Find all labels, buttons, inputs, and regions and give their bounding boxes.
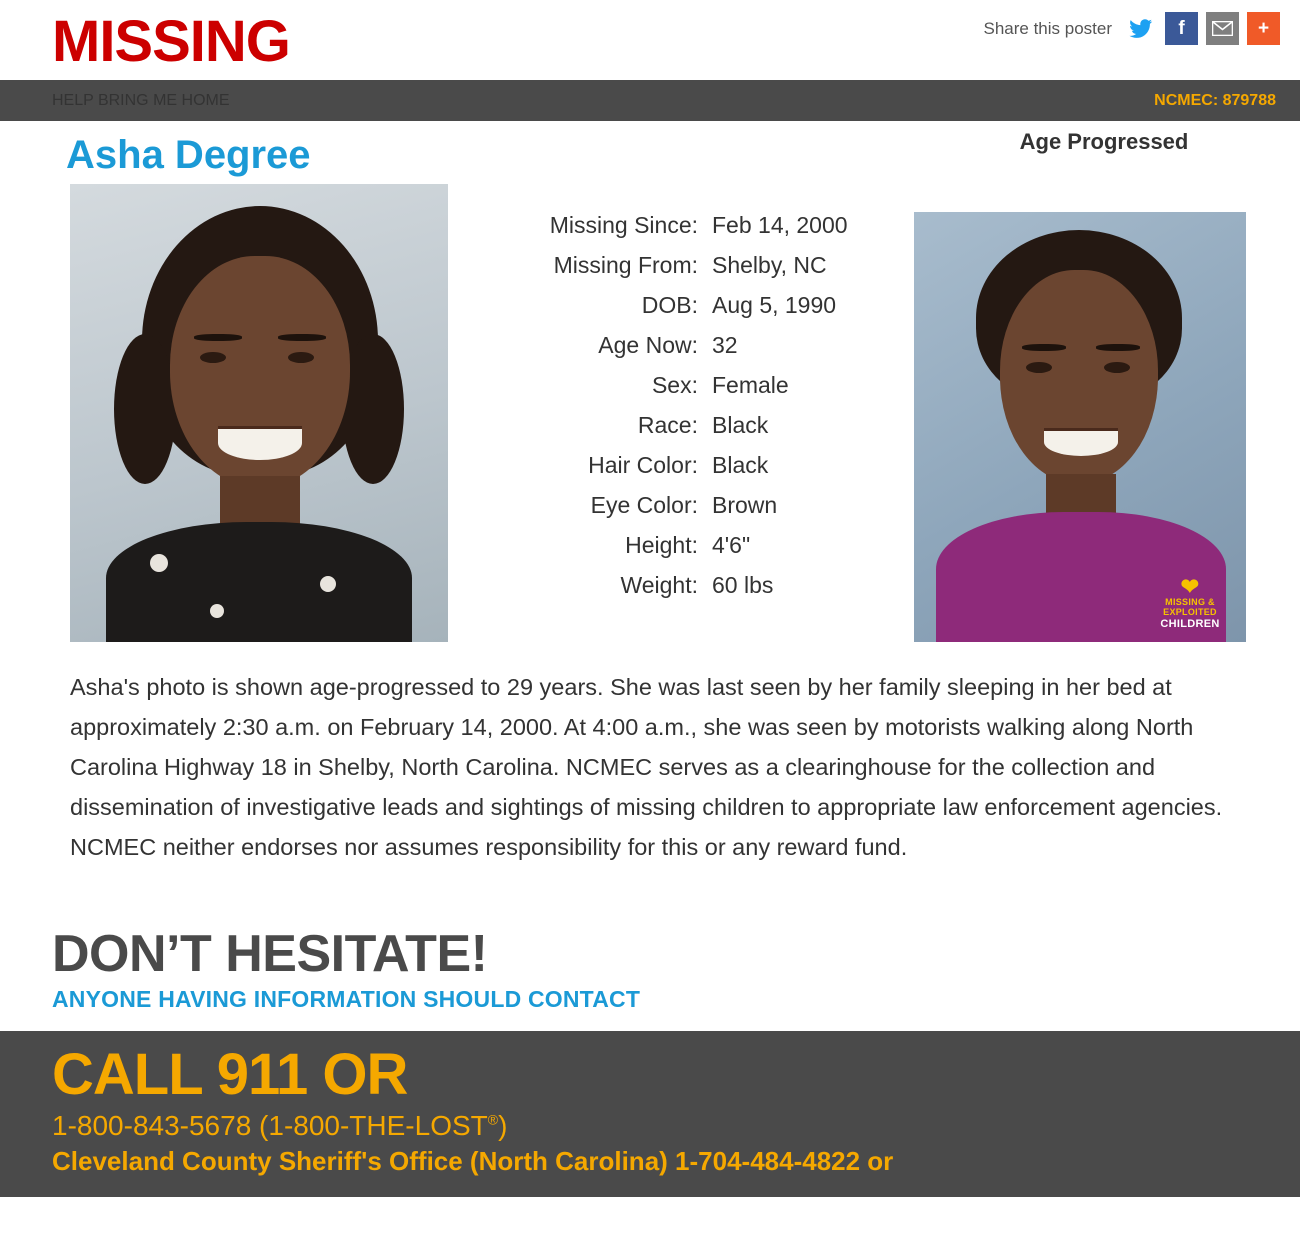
detail-value: 60 lbs — [712, 572, 774, 599]
detail-row — [494, 210, 848, 241]
ncmec-logo — [1144, 576, 1236, 630]
detail-label: Eye Color: — [590, 492, 698, 519]
detail-label: Race: — [637, 412, 698, 439]
detail-value: Aug 5, 1990 — [712, 292, 837, 319]
detail-row — [494, 570, 848, 601]
missing-headline: MISSING — [52, 9, 290, 74]
age-progressed-photo — [914, 212, 1246, 642]
detail-row — [494, 370, 848, 401]
detail-label: Age Now: — [598, 332, 698, 359]
detail-row — [494, 450, 848, 481]
detail-value: Black — [712, 452, 769, 479]
contact-footer — [0, 1031, 1300, 1197]
share-bar — [983, 12, 1280, 45]
detail-label: Weight: — [620, 572, 698, 599]
dont-hesitate-headline: DON’T HESITATE! — [52, 924, 488, 983]
more-share-icon[interactable]: + — [1247, 12, 1280, 45]
age-progressed-label: Age Progressed — [1019, 129, 1189, 154]
ncmec-logo-line2: EXPLOITED — [1163, 607, 1217, 618]
twitter-share-icon[interactable] — [1124, 12, 1157, 45]
detail-row — [494, 250, 848, 281]
child-photo — [70, 184, 448, 642]
detail-label: Height: — [625, 532, 698, 559]
case-narrative: Asha's photo is shown age-progressed to 29 years. She was last seen by her family sleeping in her bed at approximately 2:30 a.m. on February 14, 2000. At 4:00 a.m., she was seen by motorists walking along North Carolina Highway 18 in Shelby, North Carolina. NCMEC serves as a clearinghouse for the collection and dissemination of investigative leads and sightings of missing children to appropriate law enforcement agencies. NCMEC neither endorses nor assumes responsibility for this or any reward fund. — [70, 674, 1223, 860]
photo-and-details-row — [52, 184, 1276, 642]
email-share-icon[interactable] — [1206, 12, 1239, 45]
share-label: Share this poster — [983, 18, 1112, 38]
detail-row — [494, 490, 848, 521]
detail-row — [494, 290, 848, 321]
detail-value: 4'6" — [712, 532, 751, 559]
heart-icon: ❤ — [1180, 574, 1200, 600]
detail-value: Female — [712, 372, 789, 399]
detail-row — [494, 330, 848, 361]
detail-label: Missing Since: — [549, 212, 698, 238]
poster-header — [0, 0, 1300, 80]
detail-value: Feb 14, 2000 — [712, 212, 848, 238]
hotline-close-paren: ) — [498, 1109, 508, 1141]
call-911-text: CALL 911 OR — [52, 1041, 408, 1107]
detail-label: Hair Color: — [588, 452, 698, 479]
registered-mark: ® — [487, 1111, 499, 1128]
help-bring-bar — [0, 80, 1300, 121]
detail-value: Black — [712, 412, 769, 439]
ncmec-case-number: NCMEC: 879788 — [1154, 91, 1276, 109]
facebook-share-icon[interactable]: f — [1165, 12, 1198, 45]
ncmec-logo-line1: MISSING & — [1165, 597, 1215, 608]
detail-label: DOB: — [641, 292, 698, 319]
detail-row — [494, 410, 848, 441]
detail-label: Missing From: — [553, 252, 698, 279]
detail-value: Brown — [712, 492, 778, 519]
detail-value: 32 — [712, 332, 738, 359]
agency-contact: Cleveland County Sheriff's Office (North Carolina) 1-704-484-4822 or — [52, 1145, 894, 1176]
poster-body — [0, 129, 1300, 868]
detail-value: Shelby, NC — [712, 252, 827, 279]
child-details-list — [494, 210, 848, 610]
detail-label: Sex: — [651, 372, 698, 399]
hotline-number[interactable] — [52, 1110, 1276, 1142]
child-name: Asha Degree — [66, 133, 311, 177]
help-bring-label: HELP BRING ME HOME — [52, 91, 230, 109]
hotline-text: 1-800-843-5678 (1-800-THE-LOST — [52, 1109, 488, 1141]
ncmec-logo-line3: CHILDREN — [1160, 617, 1220, 630]
anyone-having-information: ANYONE HAVING INFORMATION SHOULD CONTACT — [52, 985, 641, 1012]
detail-row — [494, 530, 848, 561]
